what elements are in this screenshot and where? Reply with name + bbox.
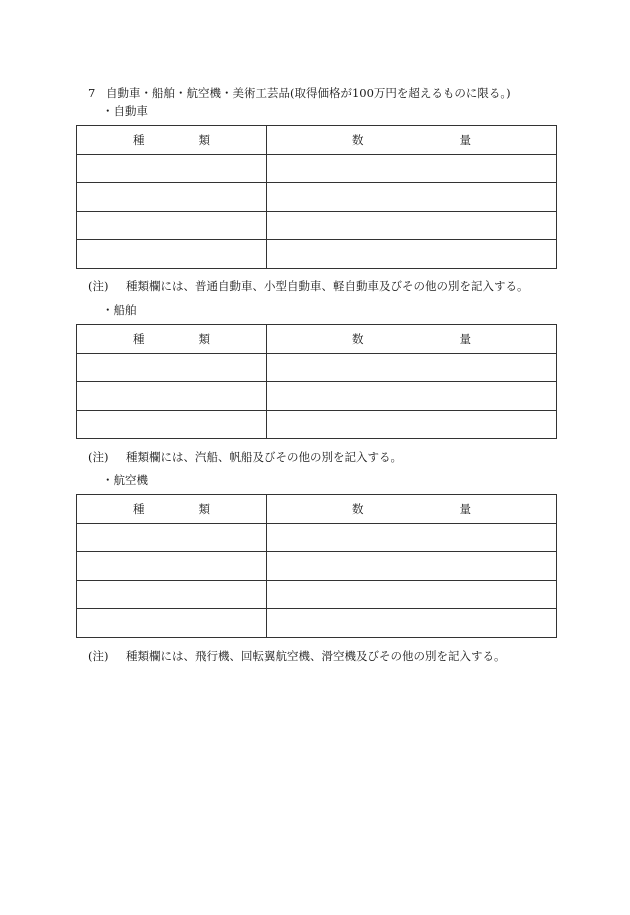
table-row [77, 353, 557, 382]
column-header-kind: 種 類 [77, 126, 267, 155]
quantity-cell[interactable] [267, 240, 557, 269]
kind-cell[interactable] [77, 523, 267, 552]
subsection-title-aircraft: ・航空機 [102, 473, 148, 487]
kind-cell[interactable] [77, 154, 267, 183]
quantity-cell[interactable] [267, 382, 557, 411]
kind-cell[interactable] [77, 240, 267, 269]
table-row [77, 211, 557, 240]
table-row [77, 183, 557, 212]
table-row [77, 240, 557, 269]
kind-cell[interactable] [77, 382, 267, 411]
note-tag: (注) [88, 450, 109, 464]
table-row [77, 154, 557, 183]
kind-cell[interactable] [77, 211, 267, 240]
kind-cell[interactable] [77, 552, 267, 581]
note-text: 種類欄には、普通自動車、小型自動車、軽自動車及びその他の別を記入する。 [126, 279, 529, 293]
ship-table [76, 324, 557, 439]
note-aircraft [88, 648, 506, 664]
column-header-quantity: 数 量 [267, 126, 557, 155]
quantity-cell[interactable] [267, 211, 557, 240]
kind-cell[interactable] [77, 183, 267, 212]
quantity-cell[interactable] [267, 523, 557, 552]
section-heading [88, 85, 511, 101]
column-header-kind: 種 類 [77, 495, 267, 524]
table-header-row [77, 325, 557, 354]
kind-cell[interactable] [77, 353, 267, 382]
table-row [77, 523, 557, 552]
note-text: 種類欄には、飛行機、回転翼航空機、滑空機及びその他の別を記入する。 [126, 649, 506, 663]
column-header-quantity: 数 量 [267, 495, 557, 524]
quantity-cell[interactable] [267, 183, 557, 212]
quantity-cell[interactable] [267, 580, 557, 609]
table-header-row [77, 495, 557, 524]
subsection-title-ship: ・船舶 [102, 303, 137, 317]
table-header-row [77, 126, 557, 155]
quantity-cell[interactable] [267, 552, 557, 581]
aircraft-table [76, 494, 557, 638]
table-row [77, 609, 557, 638]
kind-cell[interactable] [77, 410, 267, 439]
table-row [77, 410, 557, 439]
quantity-cell[interactable] [267, 410, 557, 439]
kind-cell[interactable] [77, 609, 267, 638]
table-row [77, 382, 557, 411]
note-ship [88, 449, 402, 465]
note-car [88, 278, 529, 294]
note-tag: (注) [88, 279, 109, 293]
table-row [77, 580, 557, 609]
table-row [77, 552, 557, 581]
kind-cell[interactable] [77, 580, 267, 609]
subsection-title-car: ・自動車 [102, 104, 148, 118]
section-number: 7 [88, 86, 96, 100]
car-table [76, 125, 557, 269]
quantity-cell[interactable] [267, 154, 557, 183]
note-text: 種類欄には、汽船、帆船及びその他の別を記入する。 [126, 450, 402, 464]
note-tag: (注) [88, 649, 109, 663]
column-header-kind: 種 類 [77, 325, 267, 354]
quantity-cell[interactable] [267, 353, 557, 382]
section-heading-text: 自動車・船舶・航空機・美術工芸品(取得価格が100万円を超えるものに限る。) [106, 86, 511, 100]
column-header-quantity: 数 量 [267, 325, 557, 354]
quantity-cell[interactable] [267, 609, 557, 638]
